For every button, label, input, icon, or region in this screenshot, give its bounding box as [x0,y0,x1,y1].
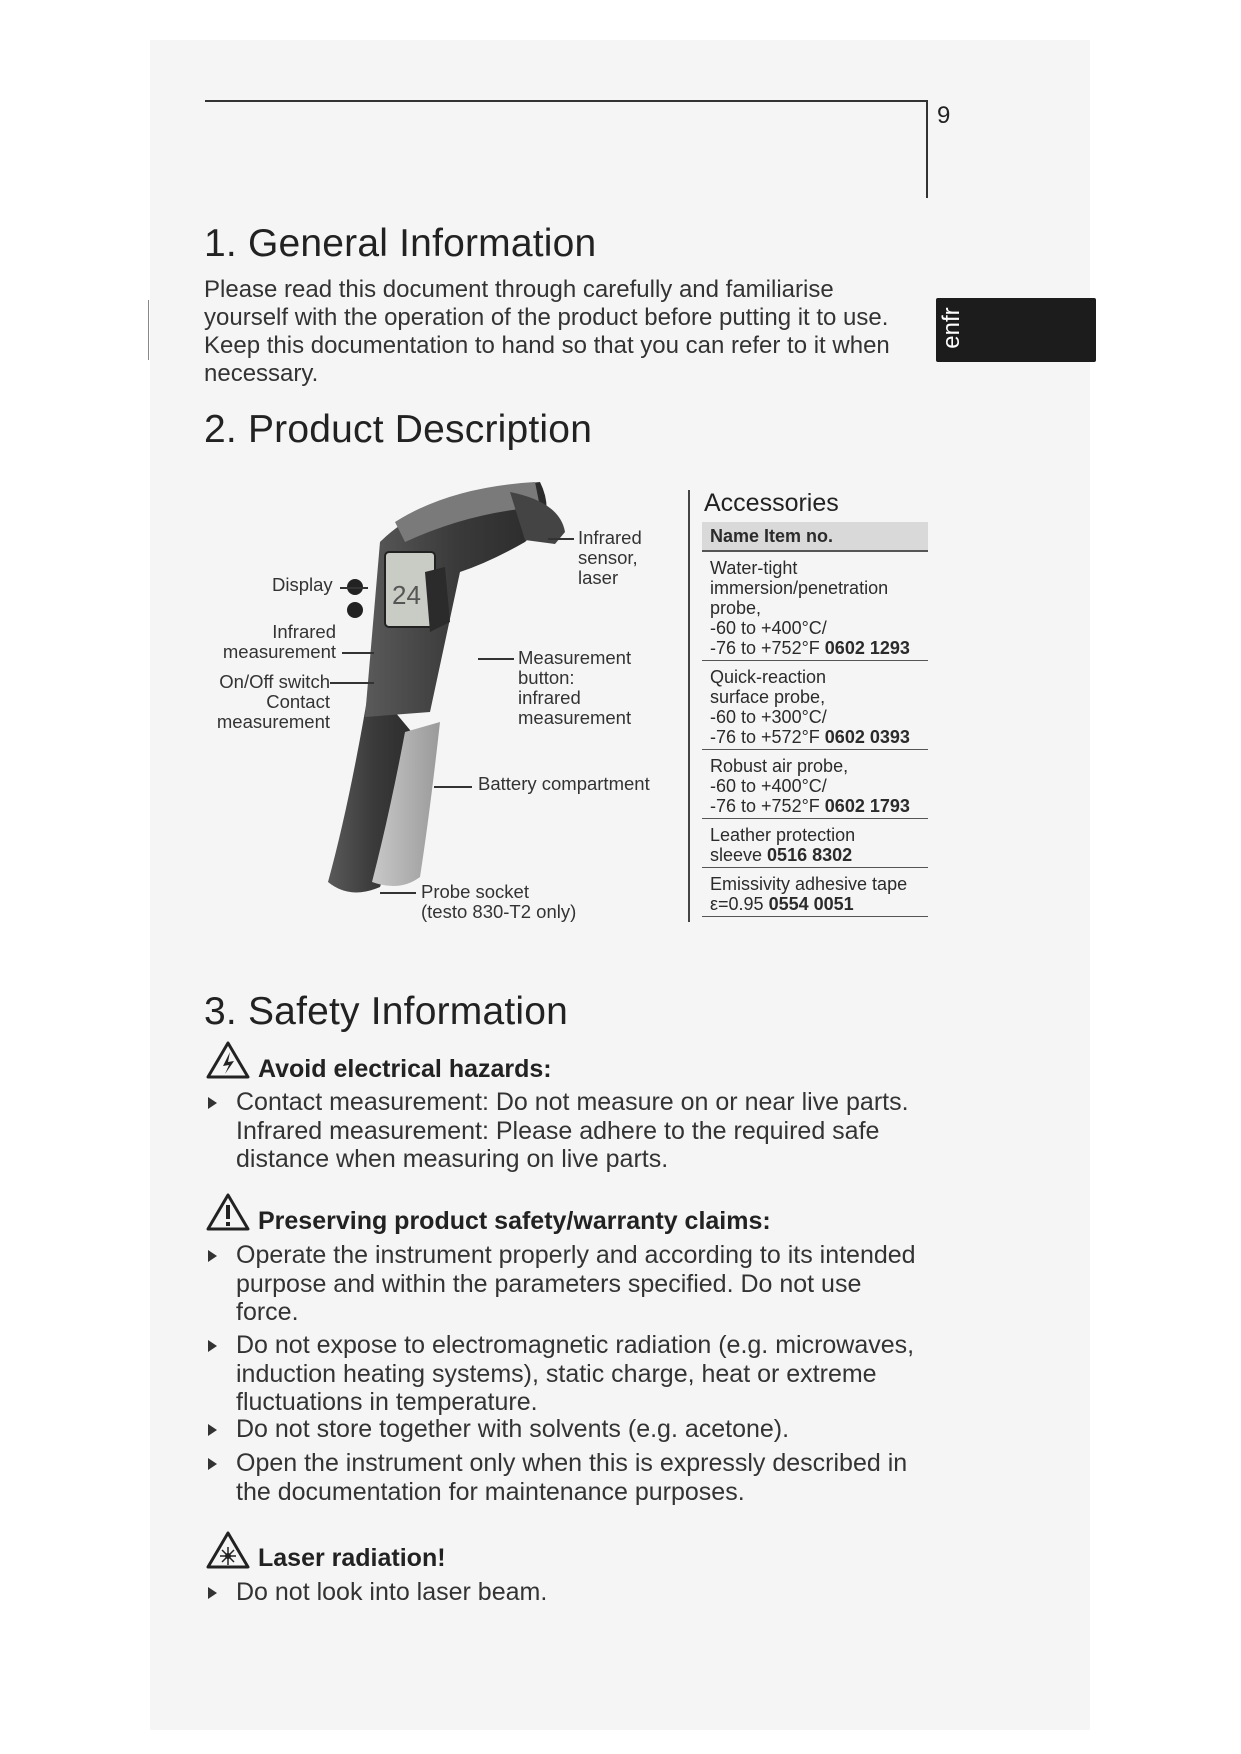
bullet-item [236,1449,907,1506]
page-number: 9 [937,102,951,129]
bullet-line: Infrared measurement: Please adhere to the required safe [236,1116,880,1145]
row-line: -76 to +752°F [710,638,820,658]
warning-title-electrical: Avoid electrical hazards: [258,1055,552,1083]
row-line: Water-tight [710,558,798,578]
leader-line [548,538,574,540]
device-display-reading: 24 [392,580,421,610]
row-line: ε=0.95 [710,894,764,914]
bullet-line: the documentation for maintenance purposes. [236,1477,745,1506]
para-line: Keep this documentation to hand so that you can refer to it when [204,332,890,359]
table-row [702,552,928,661]
bullet-line: Open the instrument only when this is expressly described in [236,1449,908,1477]
callout-line: Infrared [272,621,336,642]
section2-heading: 2. Product Description [204,408,593,451]
bullet-item [236,1578,547,1607]
bullet-arrow-icon [208,1458,217,1470]
bullet-line: Do not store together with solvents (e.g. acetone). [236,1415,790,1443]
leader-line [478,658,514,660]
callout-line: measurement [216,711,330,732]
bullet-item [236,1415,789,1444]
language-tab-label: enfr [938,307,965,349]
row-line: Robust air probe, [710,756,849,776]
row-line: immersion/penetration [710,578,889,598]
table-header: Name Item no. [702,522,928,552]
callout-display: Display [272,574,333,595]
callout-line: sensor, [578,547,638,568]
bullet-line: force. [236,1298,299,1326]
item-number: 0554 0051 [768,894,854,914]
row-line: -76 to +752°F [710,796,820,816]
callout-battery-compartment: Battery compartment [478,773,650,794]
bullet-arrow-icon [208,1587,217,1599]
table-row [702,868,928,917]
bullet-line: Contact measurement: Do not measure on or near live parts. [236,1088,909,1116]
callout-line: Measurement [518,647,632,668]
item-number: 0516 8302 [767,845,853,865]
callout-line: laser [578,567,619,588]
warning-icon [205,1192,251,1232]
row-line: -60 to +400°C/ [710,776,827,796]
bullet-item [236,1331,914,1417]
accessories-divider [688,490,690,922]
bullet-arrow-icon [208,1097,217,1109]
bullet-line: Operate the instrument properly and according to its intended [236,1241,916,1269]
warning-title-laser: Laser radiation! [258,1544,446,1572]
leader-line [340,587,368,589]
row-line: sleeve [710,845,763,865]
leader-line [330,682,374,684]
section1-heading: 1. General Information [204,222,597,265]
callout-line: measurement [518,707,632,728]
laser-radiation-icon [205,1530,251,1570]
bullet-line: induction heating systems), static charge, heat or extreme [236,1359,877,1388]
callout-line: infrared [518,687,581,708]
para-line: yourself with the operation of the product before putting it to use. [204,304,889,331]
bullet-arrow-icon [208,1340,217,1352]
section3-heading: 3. Safety Information [204,990,569,1033]
bullet-line: Do not look into laser beam. [236,1578,548,1606]
callout-ir-sensor [578,528,642,588]
para-line: Please read this document through carefully and familiarise [204,276,834,303]
leader-line [342,652,374,654]
callout-line: Probe socket [421,881,529,902]
callout-line: Infrared [578,527,642,548]
row-line: Quick-reaction [710,667,827,687]
accessories-title: Accessories [704,489,839,517]
row-line: -60 to +400°C/ [710,618,827,638]
row-line: Emissivity adhesive tape [710,874,908,894]
bullet-line: distance when measuring on live parts. [236,1145,669,1173]
callout-line: button: [518,667,575,688]
bullet-arrow-icon [208,1424,217,1436]
table-row [702,819,928,868]
row-line: Leather protection [710,825,856,845]
item-number: 0602 1293 [824,638,910,658]
table-row [702,661,928,750]
bullet-arrow-icon [208,1250,217,1262]
bullet-line: Do not expose to electromagnetic radiation (e.g. microwaves, [236,1331,915,1359]
item-number: 0602 1793 [824,796,910,816]
callout-line: (testo 830-T2 only) [421,901,577,922]
bullet-line: purpose and within the parameters specified. Do not use [236,1269,862,1298]
table-row [702,750,928,819]
leader-line [434,786,472,788]
row-line: probe, [710,598,762,618]
leader-line [380,892,416,894]
para-line: necessary. [204,360,319,387]
margin-mark [148,300,149,360]
callout-line: Contact [266,691,330,712]
row-line: surface probe, [710,687,826,707]
row-line: -60 to +300°C/ [710,707,827,727]
callout-probe-socket [421,882,576,922]
callout-line: On/Off switch [219,671,330,692]
accessories-table [702,522,928,917]
callout-line: measurement [222,641,336,662]
bullet-item [236,1241,916,1327]
electrical-hazard-icon [205,1040,251,1080]
item-number: 0602 0393 [824,727,910,747]
bullet-item [236,1088,909,1174]
header-rule [205,100,927,102]
row-line: -76 to +572°F [710,727,820,747]
callout-onoff-switch [210,672,330,732]
callout-ir-measurement [220,622,336,662]
warning-title-safety: Preserving product safety/warranty claims: [258,1207,771,1235]
callout-measurement-button [518,648,631,728]
section1-paragraph [204,276,944,388]
header-vertical-rule [926,100,928,198]
bullet-line: fluctuations in temperature. [236,1388,538,1416]
